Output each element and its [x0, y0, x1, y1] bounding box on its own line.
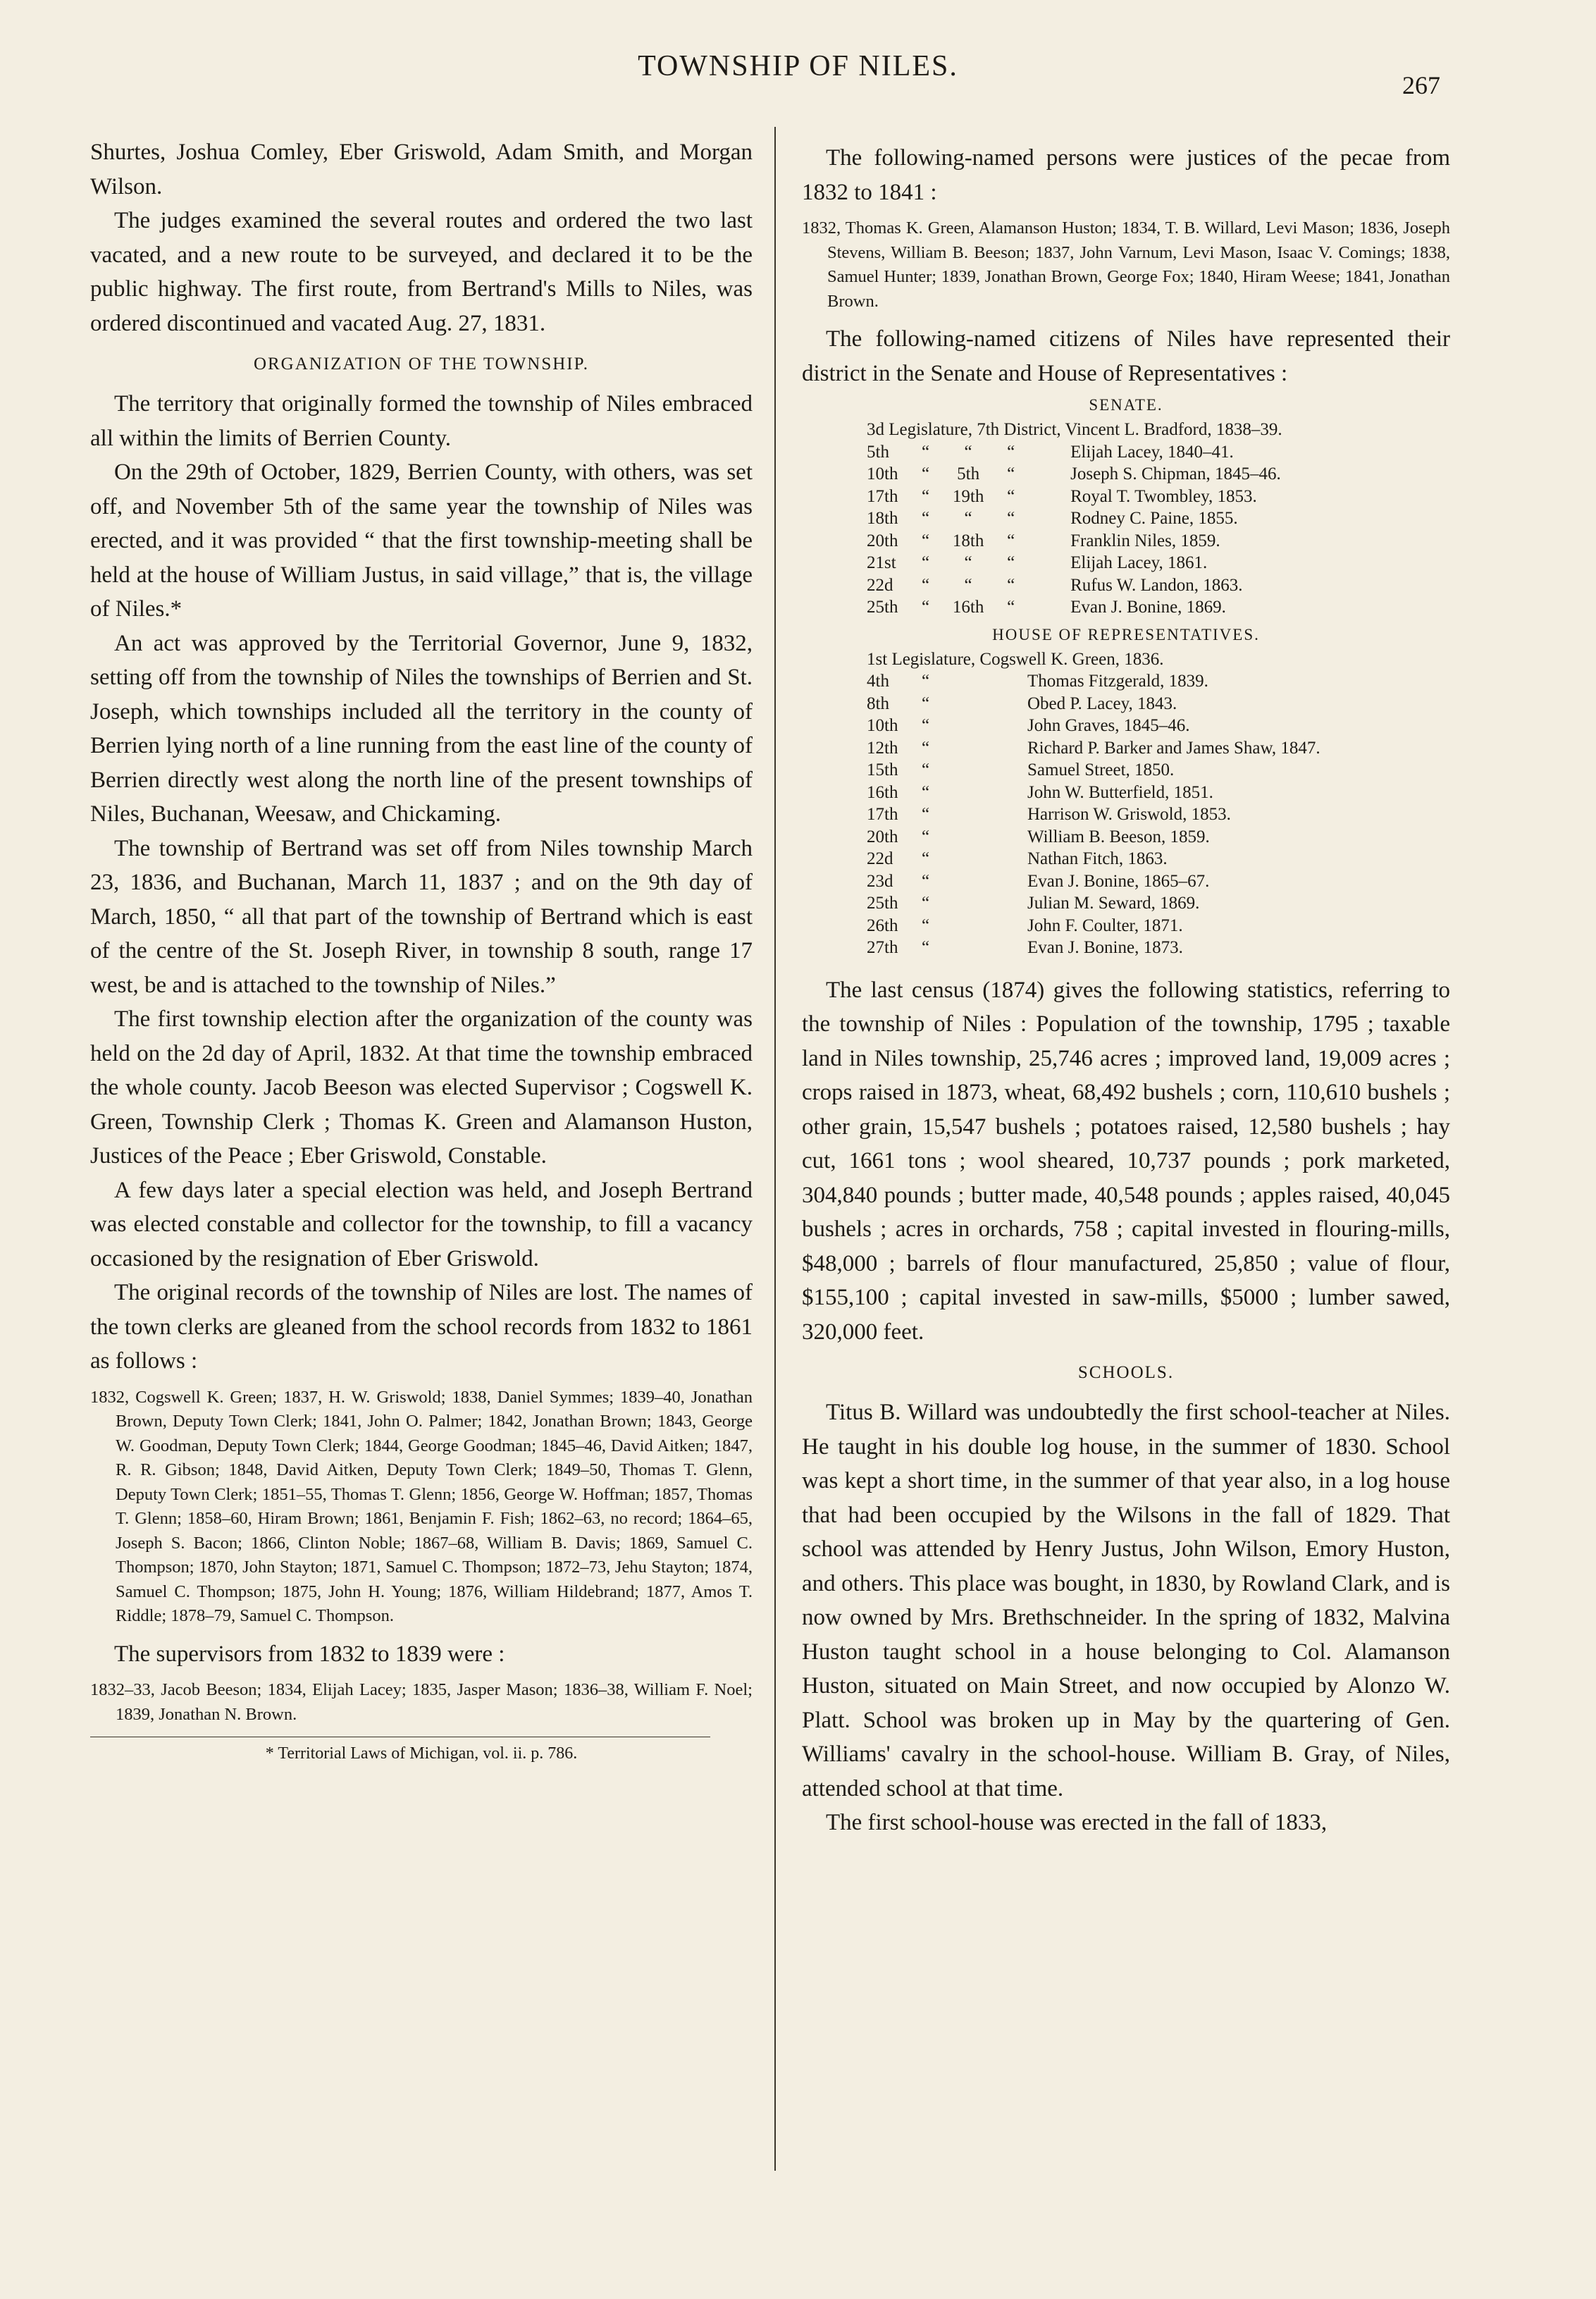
ditto-mark: “: [922, 716, 930, 735]
right-column: [802, 141, 1450, 1840]
column-divider: [774, 127, 776, 2171]
ditto-mark: “: [1007, 509, 1015, 528]
representative-name: John Graves, 1845–46.: [1027, 716, 1190, 735]
representative-name: William B. Beeson, 1859.: [1027, 827, 1210, 846]
section-heading-organization: ORGANIZATION OF THE TOWNSHIP.: [253, 355, 590, 374]
paragraph: The original records of the township of Niles are lost. The names of the town clerks are gleaned from the school records from 1832 to 1861 as follows :: [90, 1280, 753, 1374]
representative-name: John W. Butterfield, 1851.: [1027, 782, 1213, 802]
district-number: “: [964, 442, 972, 462]
paragraph: The first school-house was erected in the fall of 1833,: [826, 1810, 1328, 1835]
paragraph: The judges examined the several routes and ordered the two last vacated, and a new route to be surveyed, and declared it to be the public highway. The first route, from Bertrand's Mills to Niles, was ordered discontinued and vacated Aug. 27, 1831.: [90, 208, 753, 336]
senator-name: Evan J. Bonine, 1869.: [1070, 598, 1226, 617]
paragraph: On the 29th of October, 1829, Berrien County, with others, was set off, and November 5th of the same year the township of Niles was erected, and it was provided “ that the first township-meeting shall be held at the house of William Justus, in said village,” that is, the village of Niles.*: [90, 460, 753, 622]
running-title: TOWNSHIP OF NILES.: [638, 50, 958, 82]
legislature-number: 1st: [867, 649, 888, 669]
table-row: [867, 739, 1320, 761]
senator-name: Royal T. Twombley, 1853.: [1070, 486, 1257, 506]
senator-name: Joseph S. Chipman, 1845–46.: [1070, 464, 1281, 483]
district-number: 5th: [957, 464, 980, 483]
table-row: [867, 938, 1320, 961]
legislature-number: 4th: [867, 672, 889, 691]
legislature-number: 22d: [867, 575, 893, 595]
town-clerks-list: 1832, Cogswell K. Green; 1837, H. W. Griswold; 1838, Daniel Symmes; 1839–40, Jonathan Brown, Deputy Town Clerk; 1841, John O. Palmer; 1842, Jonathan Brown; 1843, George W. Goodman, Deputy Town Clerk; 1844, George Goodman; 1845–46, David Aitken; 1847, R. R. Gibson; 1848, David Aitken, Deputy Town Clerk; 1849–50, Thomas T. Glenn, Deputy Town Clerk; 1851–55, Thomas T. Glenn; 1856, George W. Hoffman; 1857, Thomas T. Glenn; 1858–60, Hiram Brown; 1861, Benjamin F. Fish; 1862–63, no record; 1864–65, Joseph S. Bacon; 1866, Clinton Noble; 1867–68, William B. Davis; 1869, Samuel C. Thompson; 1870, John Stayton; 1871, Samuel C. Thompson; 1872–73, Jehu Stayton; 1874, Samuel C. Thompson; 1875, John H. Young; 1876, William Hildebrand; 1877, Amos T. Riddle; 1878–79, Samuel C. Thompson.: [90, 1387, 753, 1625]
table-row: [867, 916, 1320, 939]
legislature-number: 26th: [867, 916, 898, 935]
justices-list: 1832, Thomas K. Green, Alamanson Huston; 1834, T. B. Willard, Levi Mason; 1836, Joseph Stevens, William B. Beeson; 1837, John Varnum, Levi Mason, Isaac V. Comings; 1838, Samuel Hunter; 1839, Jonathan Brown, George Fox; 1840, Hiram Weese; 1841, Jonathan Brown.: [802, 218, 1450, 311]
legislature-number: 25th: [867, 894, 898, 913]
table-row: [867, 672, 1320, 694]
ditto-mark: “: [1007, 598, 1015, 617]
table-row: [867, 553, 1282, 576]
legislature-number: 27th: [867, 938, 898, 957]
ditto-mark: “: [1007, 486, 1015, 506]
legislature-number: 20th: [867, 531, 898, 550]
table-row: [867, 464, 1282, 487]
table-row: [867, 487, 1282, 510]
table-row: [867, 650, 1320, 672]
legislature-number: 18th: [867, 509, 898, 528]
table-row: [867, 420, 1282, 443]
district-label: District,: [1003, 420, 1061, 439]
paragraph: The township of Bertrand was set off from Niles township March 23, 1836, and Buchanan, March 11, 1837 ; and on the 9th day of March, 1850, “ all that part of the township of Bertrand which is east of the centre of the St. Joseph River, in township 8 south, range 17 west, be and is attached to the township of Niles.”: [90, 835, 753, 998]
ditto-mark: “: [922, 738, 930, 758]
table-row: [867, 598, 1282, 620]
table-row: [867, 783, 1320, 806]
senate-heading: SENATE.: [1089, 396, 1163, 414]
senator-name: Rodney C. Paine, 1855.: [1070, 509, 1238, 528]
ditto-mark: “: [1007, 442, 1015, 462]
ditto-mark: “: [922, 849, 930, 868]
ditto-mark: “: [922, 694, 930, 713]
legislature-number: 21st: [867, 553, 896, 572]
representative-name: Obed P. Lacey, 1843.: [1027, 694, 1177, 713]
ditto-mark: “: [922, 871, 930, 891]
paragraph: The following-named persons were justices of the pecae from 1832 to 1841 :: [802, 145, 1450, 205]
table-row: [867, 509, 1282, 531]
left-column: [90, 135, 753, 1763]
legislature-number: 17th: [867, 805, 898, 824]
paragraph: The territory that originally formed the township of Niles embraced all within the limits of Berrien County.: [90, 391, 753, 451]
table-row: [867, 694, 1320, 717]
table-row: [867, 805, 1320, 827]
table-row: [867, 827, 1320, 850]
ditto-mark: “: [1007, 553, 1015, 572]
ditto-mark: “: [922, 442, 930, 462]
representative-name: Evan J. Bonine, 1873.: [1027, 938, 1183, 957]
representative-name: Samuel Street, 1850.: [1027, 760, 1175, 779]
representative-name: Evan J. Bonine, 1865–67.: [1027, 871, 1210, 891]
representative-name: Thomas Fitzgerald, 1839.: [1027, 672, 1208, 691]
senator-name: Vincent L. Bradford, 1838–39.: [1065, 420, 1282, 439]
legislature-number: 10th: [867, 716, 898, 735]
house-table: [867, 650, 1320, 961]
district-number: “: [964, 575, 972, 595]
page-number: 267: [1402, 71, 1440, 99]
legislature-number: 16th: [867, 782, 898, 802]
legislature-number: 20th: [867, 827, 898, 846]
representative-name: Richard P. Barker and James Shaw, 1847.: [1027, 738, 1320, 758]
table-row: [867, 760, 1320, 783]
representative-name: John F. Coulter, 1871.: [1027, 916, 1183, 935]
senator-name: Franklin Niles, 1859.: [1070, 531, 1220, 550]
senator-name: Elijah Lacey, 1861.: [1070, 553, 1208, 572]
table-row: [867, 531, 1282, 554]
legislature-number: 25th: [867, 598, 898, 617]
ditto-mark: “: [922, 938, 930, 957]
ditto-mark: “: [922, 672, 930, 691]
district-number: 16th: [952, 598, 984, 617]
paragraph-census: The last census (1874) gives the following statistics, referring to the township of Niles : Population of the township, 1795 ; taxable land in Niles township, 25,746 acres ; improved land, 19,009 acres ; crops raised in 1873, wheat, 68,492 bushels ; corn, 110,610 bushels ; other grain, 15,547 bushels ; potatoes raised, 12,580 bushels ; hay cut, 1661 tons ; wool sheared, 10,737 pounds ; pork marketed, 304,840 pounds ; butter made, 40,548 pounds ; apples raised, 40,045 bushels ; acres in orchards, 758 ; capital invested in flouring-mills, $48,000 ; barrels of flour manufactured, 25,850 ; value of flour, $155,100 ; capital invested in saw-mills, $5000 ; lumber sawed, 320,000 feet.: [802, 977, 1450, 1345]
legislature-number: 23d: [867, 871, 893, 891]
senator-name: Elijah Lacey, 1840–41.: [1070, 442, 1234, 462]
district-number: “: [964, 509, 972, 528]
legislature-number: 8th: [867, 694, 889, 713]
paragraph: The supervisors from 1832 to 1839 were :: [114, 1641, 505, 1667]
table-row: [867, 894, 1320, 916]
district-number: “: [964, 553, 972, 572]
legislature-number: 10th: [867, 464, 898, 483]
legislature-number: 22d: [867, 849, 893, 868]
ditto-mark: “: [922, 894, 930, 913]
paragraph: The following-named citizens of Niles have represented their district in the Senate and House of Representatives :: [802, 326, 1450, 386]
ditto-mark: “: [922, 486, 930, 506]
representative-name: Cogswell K. Green, 1836.: [979, 649, 1164, 669]
supervisors-list: 1832–33, Jacob Beeson; 1834, Elijah Lacey; 1835, Jasper Mason; 1836–38, William F. Noel; 1839, Jonathan N. Brown.: [90, 1680, 753, 1724]
senator-name: Rufus W. Landon, 1863.: [1070, 575, 1243, 595]
ditto-mark: “: [922, 464, 930, 483]
table-row: [867, 872, 1320, 894]
legislature-number: 15th: [867, 760, 898, 779]
house-heading: HOUSE OF REPRESENTATIVES.: [992, 625, 1260, 643]
table-row: [867, 849, 1320, 872]
section-heading-schools: SCHOOLS.: [1077, 1363, 1175, 1382]
paragraph: A few days later a special election was held, and Joseph Bertrand was elected constable and collector for the township, to fill a vacancy occasioned by the resignation of Eber Griswold.: [90, 1177, 753, 1271]
representative-name: Harrison W. Griswold, 1853.: [1027, 805, 1231, 824]
ditto-mark: “: [1007, 531, 1015, 550]
district-number: 7th: [977, 420, 1000, 439]
representative-name: Julian M. Seward, 1869.: [1027, 894, 1200, 913]
legislature-number: 3d: [867, 420, 884, 439]
legislature-number: 17th: [867, 486, 898, 506]
ditto-mark: “: [922, 760, 930, 779]
representative-name: Nathan Fitch, 1863.: [1027, 849, 1168, 868]
senate-table: [867, 420, 1282, 620]
district-number: 18th: [952, 531, 984, 550]
ditto-mark: “: [922, 509, 930, 528]
ditto-mark: “: [1007, 575, 1015, 595]
ditto-mark: “: [922, 531, 930, 550]
paragraph: Titus B. Willard was undoubtedly the first school-teacher at Niles. He taught in his double log house, in the summer of 1830. School was kept a short time, in the summer of that year also, in a log house that had been occupied by the Wilsons in the fall of 1829. That school was attended by Henry Justus, John Wilson, Emory Huston, and others. This place was bought, in 1830, by Rowland Clark, and is now owned by Mrs. Brethschneider. In the spring of 1832, Malvina Huston taught school in a house belonging to Col. Alamanson Huston, situated on Main Street, and now occupied by Alonzo W. Platt. School was broken up in May by the quartering of Gen. Williams' cavalry in the school-house. William B. Gray, of Niles, attended school at that time.: [802, 1400, 1450, 1801]
district-number: 19th: [952, 486, 984, 506]
ditto-mark: “: [922, 782, 930, 802]
legislature-number: 12th: [867, 738, 898, 758]
ditto-mark: “: [1007, 464, 1015, 483]
table-row: [867, 716, 1320, 739]
paragraph: An act was approved by the Territorial Governor, June 9, 1832, setting off from the township of Niles the townships of Berrien and St. Joseph, which townships included all the territory in the county of Berrien lying north of a line running from the east line of the county of Berrien directly west along the north line of the present townships of Niles, Buchanan, Weesaw, and Chickaming.: [90, 630, 753, 827]
table-row-cell: [867, 650, 1320, 672]
ditto-mark: “: [922, 598, 930, 617]
paragraph: Shurtes, Joshua Comley, Eber Griswold, Adam Smith, and Morgan Wilson.: [90, 140, 753, 199]
footnote: * Territorial Laws of Michigan, vol. ii. p. 786.: [265, 1744, 578, 1763]
table-row: [867, 443, 1282, 465]
table-row: [867, 576, 1282, 598]
ditto-mark: “: [922, 553, 930, 572]
legislature-label: Legislature,: [891, 649, 976, 669]
ditto-mark: “: [922, 805, 930, 824]
table-row-cell: [867, 420, 1282, 443]
ditto-mark: “: [922, 827, 930, 846]
legislature-label: Legislature,: [889, 420, 972, 439]
ditto-mark: “: [922, 575, 930, 595]
ditto-mark: “: [922, 916, 930, 935]
legislature-number: 5th: [867, 442, 889, 462]
paragraph: The first township election after the organization of the county was held on the 2d day of April, 1832. At that time the township embraced the whole county. Jacob Beeson was elected Supervisor ; Cogswell K. Green, Township Clerk ; Thomas K. Green and Alamanson Huston, Justices of the Peace ; Eber Griswold, Constable.: [90, 1006, 753, 1169]
